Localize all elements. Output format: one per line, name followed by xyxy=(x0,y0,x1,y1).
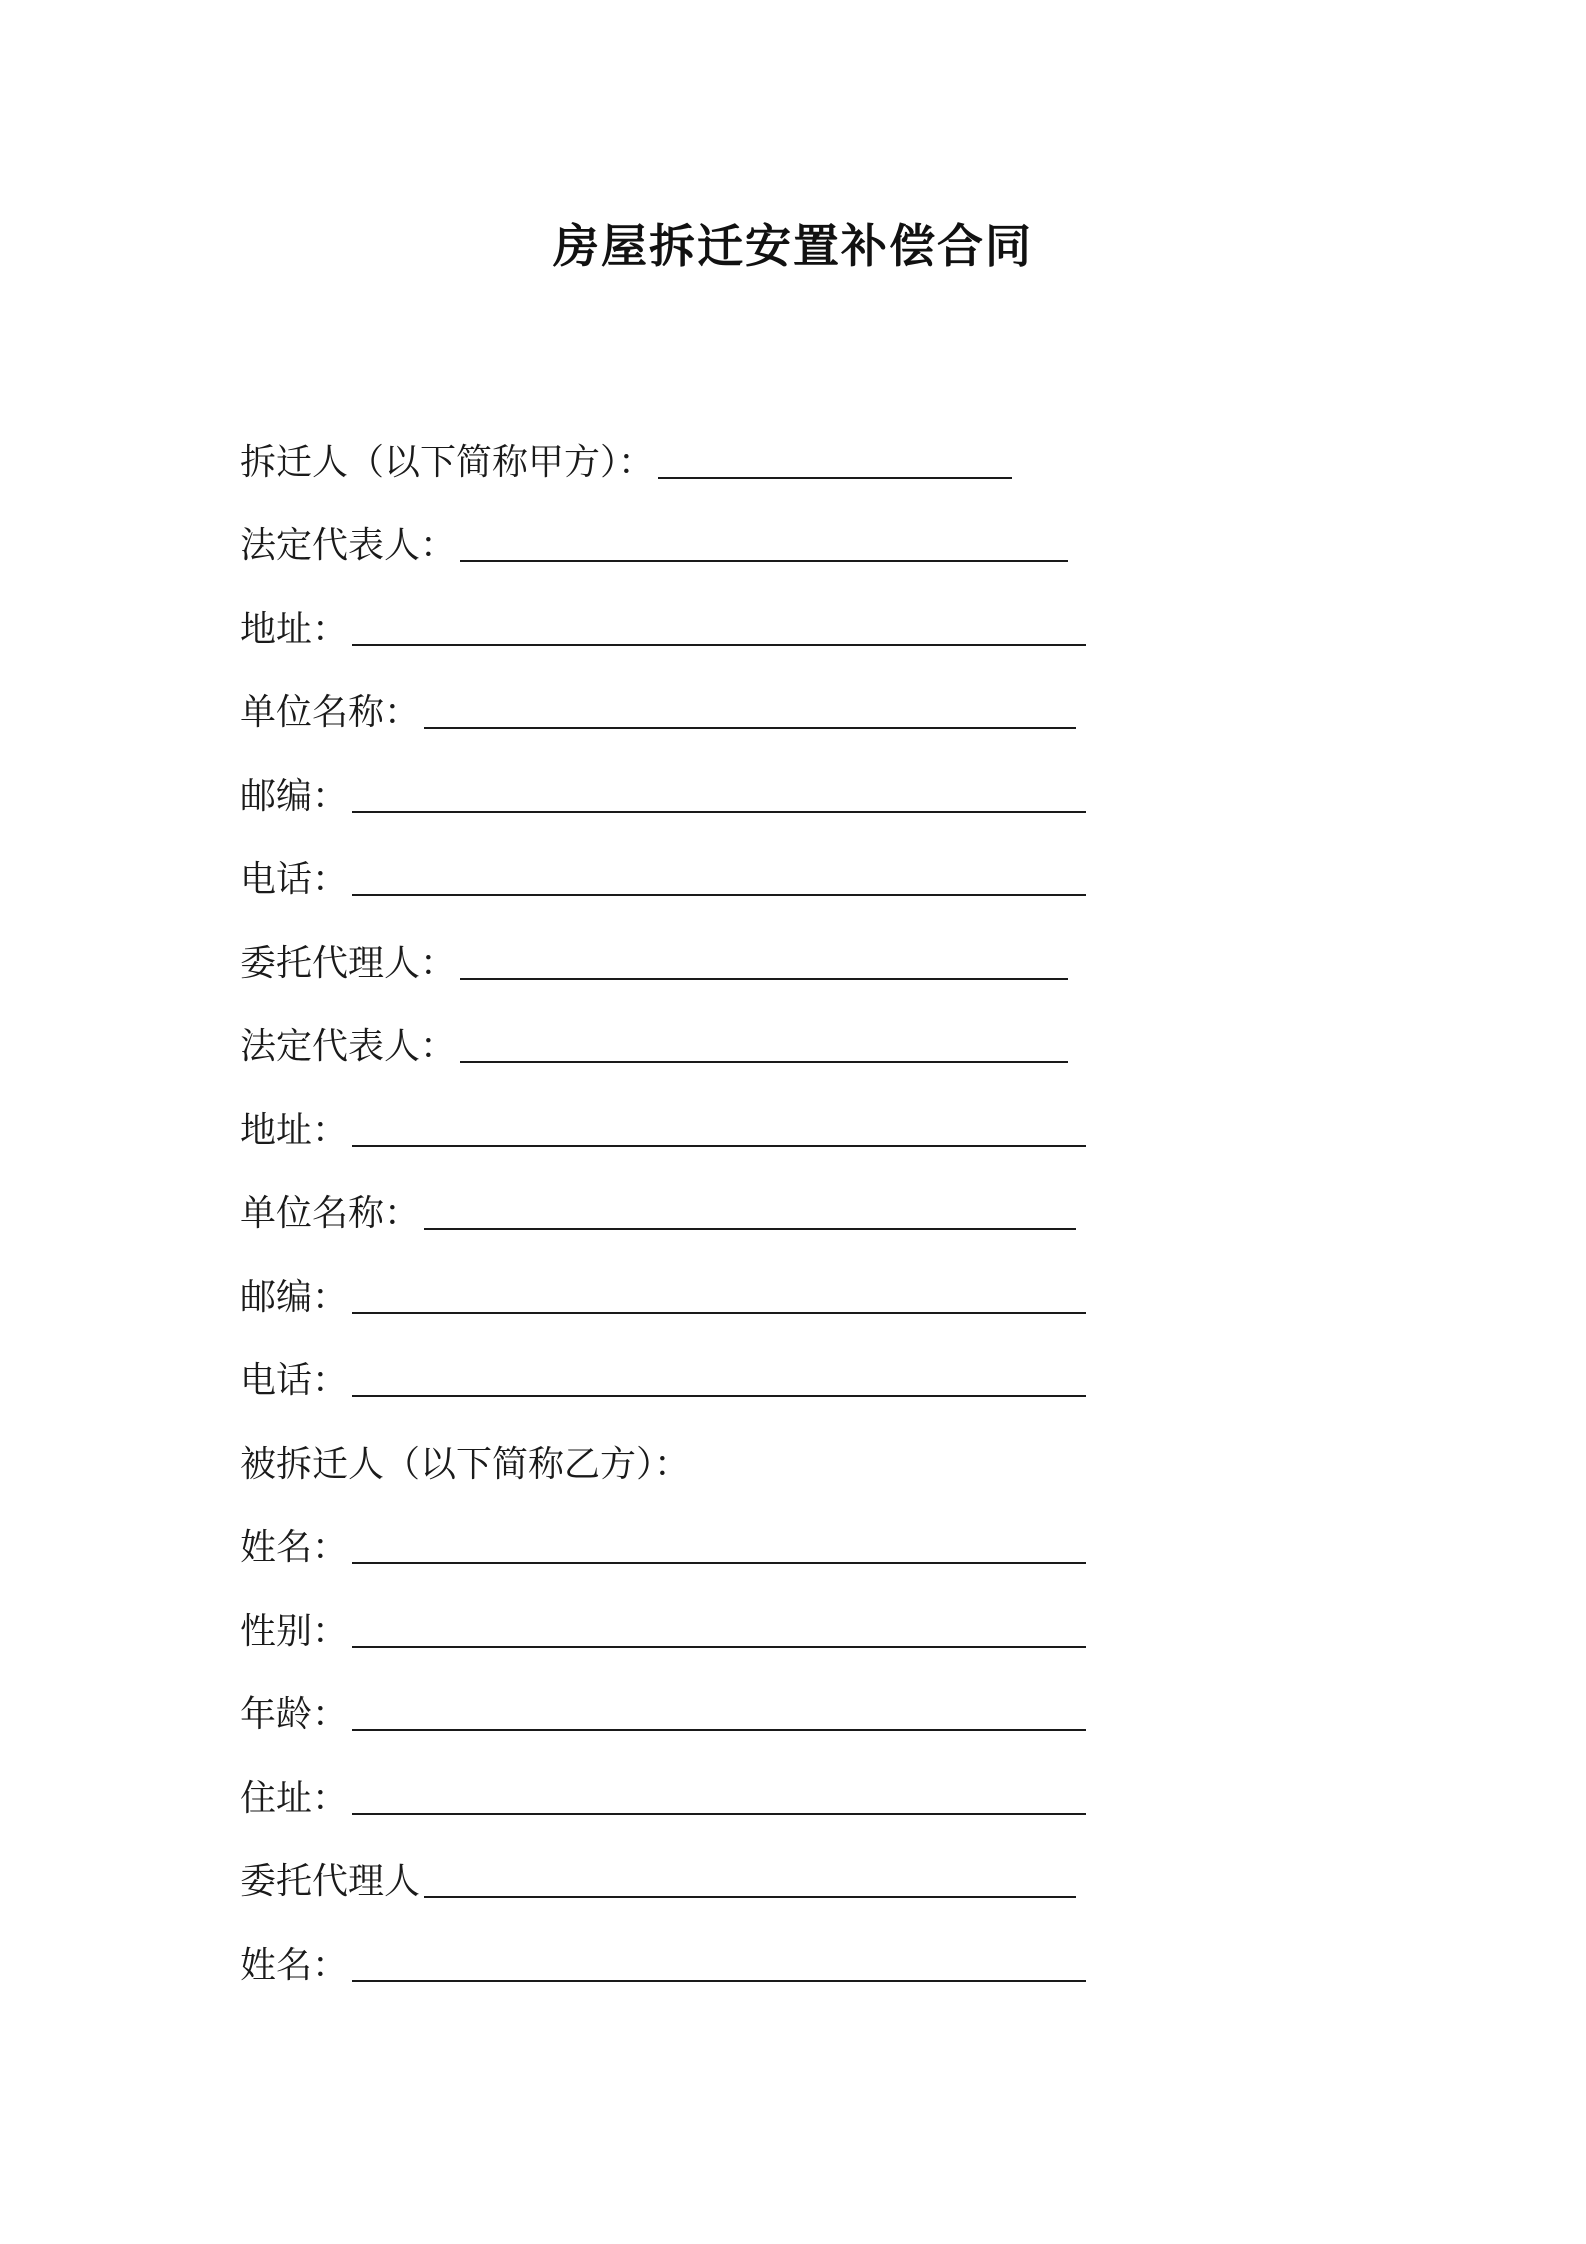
fill-in-blank-line xyxy=(424,1895,1076,1898)
field-label: 年龄： xyxy=(240,1694,349,1735)
form-field-row xyxy=(240,739,1440,823)
form-field-row xyxy=(240,1908,1440,1992)
field-label: 委托代理人： xyxy=(240,942,457,984)
form-field-row xyxy=(240,489,1440,573)
field-label: 被拆迁人（以下简称乙方）： xyxy=(240,1443,691,1485)
fill-in-blank-line xyxy=(460,559,1068,562)
form-field-row xyxy=(240,1407,1440,1491)
fill-in-blank-line xyxy=(352,1812,1086,1815)
form-field-row xyxy=(240,823,1440,907)
fill-in-blank-line xyxy=(460,1060,1068,1063)
form-field-row xyxy=(240,1324,1440,1408)
fill-in-blank-line xyxy=(658,476,1012,479)
form-field-row xyxy=(240,405,1440,489)
field-label: 电话： xyxy=(240,1360,349,1401)
fill-in-blank-line xyxy=(460,977,1068,980)
fill-in-blank-line xyxy=(352,1728,1086,1731)
fill-in-blank-line xyxy=(352,1979,1086,1982)
field-label: 法定代表人： xyxy=(240,1026,457,1067)
fill-in-blank-line xyxy=(352,1394,1086,1397)
form-field-row xyxy=(240,1491,1440,1575)
field-label: 法定代表人： xyxy=(240,525,457,566)
form-field-row xyxy=(240,1073,1440,1157)
field-label: 姓名： xyxy=(240,1944,349,1986)
field-label: 委托代理人 xyxy=(240,1861,421,1902)
field-label: 性别： xyxy=(240,1610,349,1652)
field-label: 邮编： xyxy=(240,1276,349,1318)
fill-in-blank-line xyxy=(352,1561,1086,1564)
field-label: 单位名称： xyxy=(240,692,421,733)
field-label: 住址： xyxy=(240,1777,349,1819)
form-field-row xyxy=(240,1825,1440,1909)
form-field-row xyxy=(240,1157,1440,1241)
field-label: 地址： xyxy=(240,608,349,650)
field-list xyxy=(240,405,1440,1992)
field-label: 邮编： xyxy=(240,775,349,817)
form-field-row xyxy=(240,990,1440,1074)
fill-in-blank-line xyxy=(352,1311,1086,1314)
field-label: 拆迁人（以下简称甲方）： xyxy=(240,441,655,483)
form-field-row xyxy=(240,1574,1440,1658)
fill-in-blank-line xyxy=(424,726,1076,729)
fill-in-blank-line xyxy=(424,1227,1076,1230)
form-field-row xyxy=(240,572,1440,656)
form-field-row xyxy=(240,1240,1440,1324)
form-field-row xyxy=(240,906,1440,990)
fill-in-blank-line xyxy=(352,893,1086,896)
document-title: 房屋拆迁安置补偿合同 xyxy=(553,219,1033,273)
form-field-row xyxy=(240,1658,1440,1742)
fill-in-blank-line xyxy=(352,1645,1086,1648)
field-label: 地址： xyxy=(240,1109,349,1151)
form-field-row xyxy=(240,1741,1440,1825)
fill-in-blank-line xyxy=(352,810,1086,813)
field-label: 电话： xyxy=(240,859,349,900)
fill-in-blank-line xyxy=(352,643,1086,646)
fill-in-blank-line xyxy=(352,1144,1086,1147)
form-field-row xyxy=(240,656,1440,740)
field-label: 单位名称： xyxy=(240,1193,421,1234)
field-label: 姓名： xyxy=(240,1527,349,1568)
